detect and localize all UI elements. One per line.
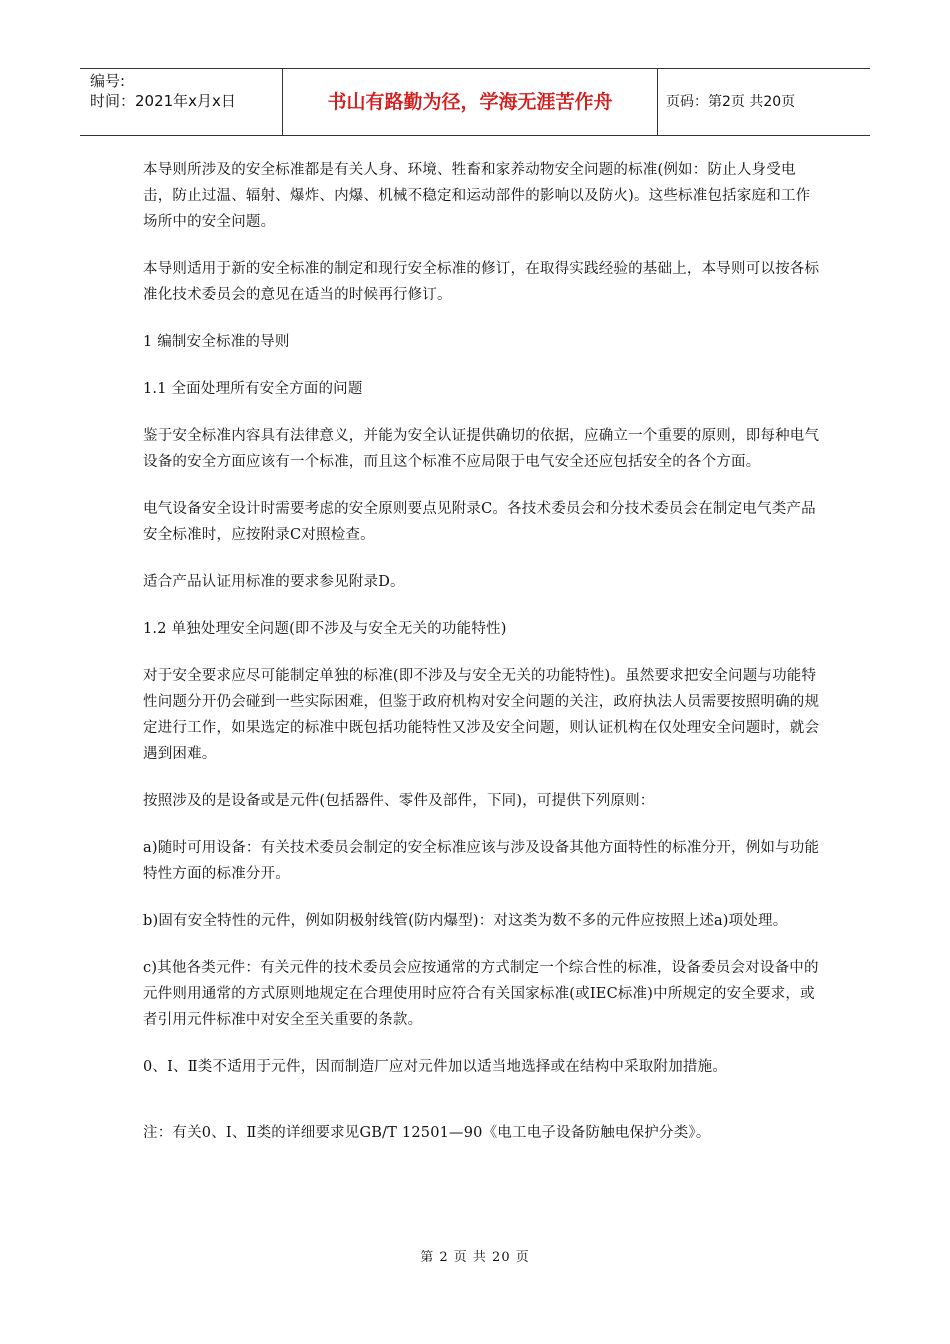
list-item-a: a)随时可用设备：有关技术委员会制定的安全标准应该与涉及设备其他方面特性的标准分开，例如与功能特性方面的标准分开。 bbox=[143, 840, 820, 882]
list-item-b: b)固有安全特性的元件，例如阴极射线管(防内爆型)：对这类为数不多的元件应按照上述a)项处理。 bbox=[143, 913, 788, 929]
paragraph-principles-intro: 按照涉及的是设备或是元件(包括器件、零件及部件，下同)，可提供下列原则： bbox=[143, 793, 655, 809]
section-heading-1-1: 1.1 全面处理所有安全方面的问题 bbox=[143, 381, 363, 397]
page-footer: 第 2 页 共 20 页 bbox=[420, 1250, 530, 1265]
intro-paragraph-scope: 本导则所涉及的安全标准都是有关人身、环境、牲畜和家养动物安全问题的标准(例如：防止人身受电击，防止过温、辐射、爆炸、内爆、机械不稳定和运动部件的影响以及防火)。这些标准包括家庭和工作场所中的安全问题。 bbox=[143, 162, 811, 230]
section-heading-1-2: 1.2 单独处理安全问题(即不涉及与安全无关的功能特性) bbox=[143, 621, 507, 637]
paragraph-appendix-c: 电气设备安全设计时需要考虑的安全原则要点见附录C。各技术委员会和分技术委员会在制定电气类产品安全标准时，应按附录C对照检查。 bbox=[143, 501, 816, 543]
page-header bbox=[80, 68, 870, 136]
paragraph-class-components: 0、Ⅰ、Ⅱ类不适用于元件，因而制造厂应对元件加以适当地选择或在结构中采取附加措施。 bbox=[143, 1059, 728, 1075]
header-meta bbox=[80, 69, 283, 135]
header-motto: 书山有路勤为径，学海无涯苦作舟 bbox=[283, 69, 658, 135]
header-page-info: 页码：第2页 共20页 bbox=[666, 94, 796, 110]
note-paragraph: 注：有关0、Ⅰ、Ⅱ类的详细要求见GB/T 12501—90《电工电子设备防触电保护分类》。 bbox=[143, 1125, 711, 1141]
intro-paragraph-application: 本导则适用于新的安全标准的制定和现行安全标准的修订，在取得实践经验的基础上，本导则可以按各标准化技术委员会的意见在适当的时候再行修订。 bbox=[143, 261, 820, 303]
document-body bbox=[143, 157, 823, 1167]
section-heading-1: 1 编制安全标准的导则 bbox=[143, 334, 290, 350]
document-number-label: 编号: bbox=[90, 72, 126, 90]
list-item-c: c)其他各类元件：有关元件的技术委员会应按通常的方式制定一个综合性的标准，设备委员会对设备中的元件则用通常的方式原则地规定在合理使用时应符合有关国家标准(或IEC标准)中所规定的安全要求，或者引用元件标准中对安全至关重要的条款。 bbox=[143, 960, 819, 1028]
paragraph-legal-significance: 鉴于安全标准内容具有法律意义，并能为安全认证提供确切的依据，应确立一个重要的原则，即每种电气设备的安全方面应该有一个标准，而且这个标准不应局限于电气安全还应包括安全的各个方面。 bbox=[143, 428, 820, 470]
document-date: 时间：2021年x月x日 bbox=[90, 92, 236, 110]
paragraph-appendix-d: 适合产品认证用标准的要求参见附录D。 bbox=[143, 574, 405, 590]
paragraph-separate-standards: 对于安全要求应尽可能制定单独的标准(即不涉及与安全无关的功能特性)。虽然要求把安全问题与功能特性问题分开仍会碰到一些实际困难，但鉴于政府机构对安全问题的关注，政府执法人员需要按照明确的规定进行工作，如果选定的标准中既包括功能特性又涉及安全问题，则认证机构在仅处理安全问题时，就会遇到困难。 bbox=[143, 668, 820, 762]
